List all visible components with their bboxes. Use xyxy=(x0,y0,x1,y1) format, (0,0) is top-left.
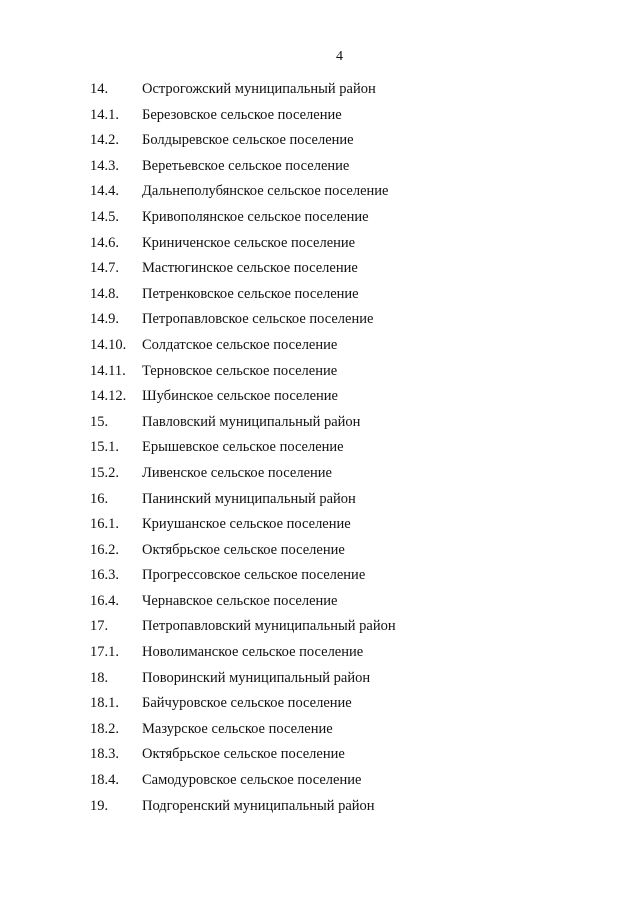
list-item xyxy=(90,157,570,183)
list-item xyxy=(90,643,570,669)
list-item xyxy=(90,694,570,720)
item-number: 17.1. xyxy=(90,644,119,661)
item-number: 14.9. xyxy=(90,311,119,328)
list-item xyxy=(90,771,570,797)
item-name: Дальнеполубянское сельское поселение xyxy=(142,183,389,200)
item-number: 14.11. xyxy=(90,362,126,379)
item-name: Петропавловский муниципальный район xyxy=(142,618,396,635)
item-number: 18.3. xyxy=(90,746,119,763)
item-number: 14.12. xyxy=(90,388,127,405)
item-number: 18.1. xyxy=(90,695,119,712)
item-name: Петренковское сельское поселение xyxy=(142,285,359,302)
item-name: Самодуровское сельское поселение xyxy=(142,772,362,789)
item-name: Терновское сельское поселение xyxy=(142,362,338,379)
item-name: Панинский муниципальный район xyxy=(142,490,356,507)
item-number: 15.2. xyxy=(90,464,119,481)
list-item xyxy=(90,566,570,592)
item-number: 19. xyxy=(90,797,109,814)
item-number: 16.2. xyxy=(90,541,119,558)
item-number: 14.8. xyxy=(90,285,119,302)
item-name: Поворинский муниципальный район xyxy=(142,669,371,686)
item-number: 16.4. xyxy=(90,592,119,609)
item-number: 16.3. xyxy=(90,567,119,584)
list-item xyxy=(90,490,570,516)
list-item xyxy=(90,515,570,541)
item-number: 14.2. xyxy=(90,132,119,149)
item-number: 14.6. xyxy=(90,234,119,251)
page-number: 4 xyxy=(336,49,343,64)
item-number: 14.4. xyxy=(90,183,119,200)
item-name: Мазурское сельское поселение xyxy=(142,720,333,737)
item-number: 14.3. xyxy=(90,157,119,174)
list-item xyxy=(90,259,570,285)
item-name: Березовское сельское поселение xyxy=(142,106,342,123)
list-item xyxy=(90,234,570,260)
item-name: Мастюгинское сельское поселение xyxy=(142,260,358,277)
item-name: Павловский муниципальный район xyxy=(142,413,361,430)
list-item xyxy=(90,80,570,106)
item-name: Петропавловское сельское поселение xyxy=(142,311,374,328)
item-name: Криниченское сельское поселение xyxy=(142,234,356,251)
item-name: Чернавское сельское поселение xyxy=(142,592,338,609)
item-name: Подгоренский муниципальный район xyxy=(142,797,375,814)
item-name: Новолиманское сельское поселение xyxy=(142,644,364,661)
item-number: 14. xyxy=(90,81,109,97)
item-number: 16.1. xyxy=(90,516,119,533)
item-name: Веретьевское сельское поселение xyxy=(142,157,350,174)
item-name: Байчуровское сельское поселение xyxy=(142,695,352,712)
item-number: 18. xyxy=(90,669,109,686)
item-name: Шубинское сельское поселение xyxy=(142,388,338,405)
item-number: 18.2. xyxy=(90,720,119,737)
list-item xyxy=(90,310,570,336)
item-number: 14.10. xyxy=(90,336,127,353)
list-item xyxy=(90,592,570,618)
list-item xyxy=(90,438,570,464)
item-number: 15. xyxy=(90,413,109,430)
list-item xyxy=(90,669,570,695)
item-number: 14.1. xyxy=(90,106,119,123)
list-item xyxy=(90,413,570,439)
list-item xyxy=(90,106,570,132)
item-name: Солдатское сельское поселение xyxy=(142,336,338,353)
item-number: 17. xyxy=(90,618,109,635)
list-item xyxy=(90,285,570,311)
municipality-list xyxy=(90,80,570,822)
list-item xyxy=(90,336,570,362)
item-number: 16. xyxy=(90,490,109,507)
list-item xyxy=(90,541,570,567)
list-item xyxy=(90,182,570,208)
list-item xyxy=(90,362,570,388)
list-item xyxy=(90,745,570,771)
item-name: Болдыревское сельское поселение xyxy=(142,132,354,149)
item-number: 14.7. xyxy=(90,260,119,277)
item-number: 15.1. xyxy=(90,439,119,456)
item-name: Октябрьское сельское поселение xyxy=(142,746,345,763)
item-name: Ливенское сельское поселение xyxy=(142,464,332,481)
list-item xyxy=(90,617,570,643)
list-item xyxy=(90,464,570,490)
list-item xyxy=(90,387,570,413)
item-number: 14.5. xyxy=(90,208,119,225)
list-item xyxy=(90,797,570,823)
list-item xyxy=(90,208,570,234)
item-name: Кривополянское сельское поселение xyxy=(142,208,369,225)
item-name: Прогрессовское сельское поселение xyxy=(142,567,366,584)
item-name: Криушанское сельское поселение xyxy=(142,516,351,533)
list-item xyxy=(90,131,570,157)
list-item xyxy=(90,720,570,746)
item-name: Ерышевское сельское поселение xyxy=(142,439,344,456)
item-name: Октябрьское сельское поселение xyxy=(142,541,345,558)
item-number: 18.4. xyxy=(90,772,119,789)
item-name: Острогожский муниципальный район xyxy=(142,81,376,97)
